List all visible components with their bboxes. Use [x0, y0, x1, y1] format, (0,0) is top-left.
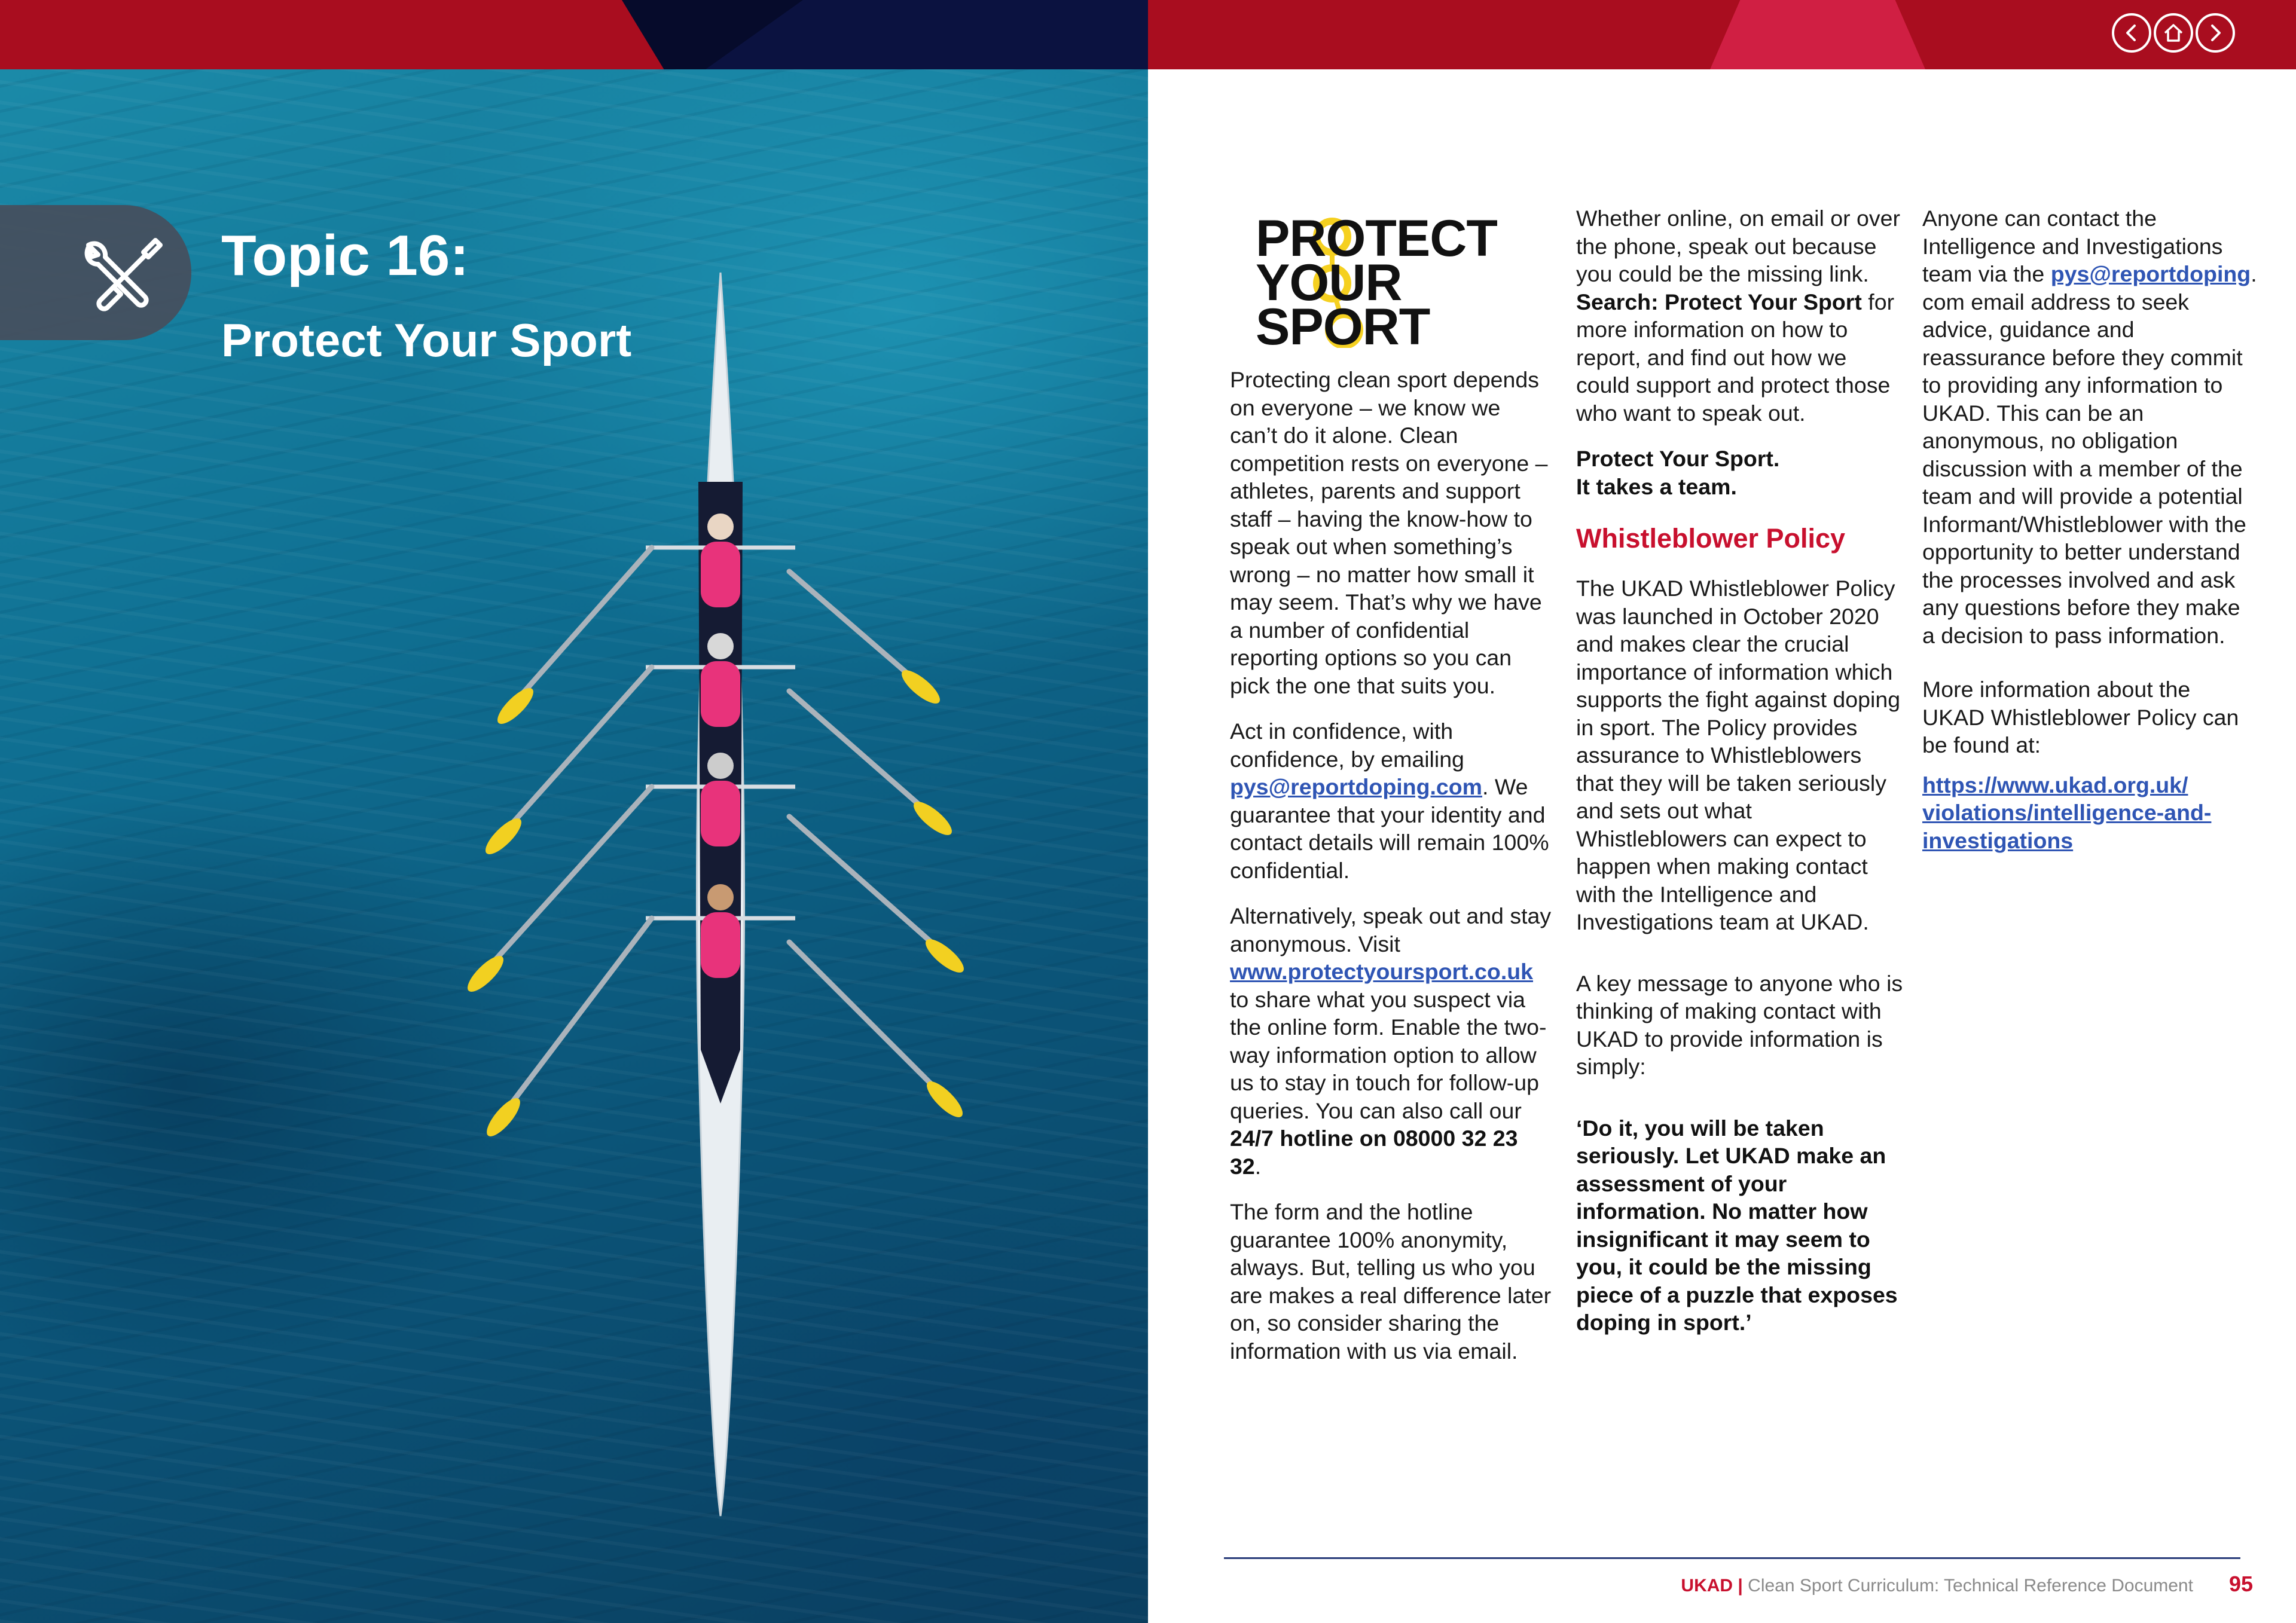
website-text-a: Alternatively, speak out and stay anonymous. Visit	[1230, 903, 1552, 956]
page-number: 95	[2228, 1572, 2253, 1596]
website-link[interactable]: www.protectyoursport.co.uk	[1230, 959, 1534, 984]
tools-icon	[72, 227, 173, 317]
footer-org: UKAD	[1681, 1576, 1733, 1596]
speak-out-text-b: for more information on how to report, and find out how we could support and protect those who want to speak out.	[1576, 289, 1895, 426]
email-text-a: Act in confidence, with confidence, by emailing	[1230, 719, 1464, 772]
next-page-button[interactable]	[2196, 13, 2235, 53]
contact-text-b: . com email address to seek advice, guidance and reassurance before they commit to providing any information to UKAD. This can be an anonymous, no obligation discussion with a member of the team and will provide a potential Informant/Whistleblower with the opportunity to better understand the processes involved and ask any questions before they make a decision to pass information.	[1922, 261, 2257, 648]
topic-title: Topic 16:	[221, 224, 469, 288]
hotline-number: 24/7 hotline on 08000 32 23 32	[1230, 1126, 1518, 1179]
column-3	[1922, 204, 2257, 872]
whistleblower-heading: Whistleblower Policy	[1576, 523, 1846, 554]
footer-doc-title: Clean Sport Curriculum: Technical Reference Document	[1748, 1576, 2193, 1596]
contact-text-a: Anyone can contact the Intelligence and Investigations team via the	[1922, 206, 2223, 286]
home-button[interactable]	[2154, 13, 2193, 53]
key-message-quote: ‘Do it, you will be taken seriously. Let UKAD make an assessment of your information. No matter how insignificant it may seem to you, it could be the missing piece of a puzzle that exposes doping in sport.’	[1576, 1115, 1898, 1335]
tagline-line-1: Protect Your Sport.	[1576, 446, 1780, 471]
home-icon	[2161, 21, 2185, 45]
logo-line-2: YOUR	[1256, 254, 1402, 311]
contact-email-link[interactable]: pys@reportdoping	[2050, 261, 2251, 286]
email-text-b: . We guarantee that your identity and contact details will remain 100% confidential.	[1230, 774, 1549, 883]
footer-separator: |	[1733, 1576, 1748, 1596]
previous-page-button[interactable]	[2112, 13, 2151, 53]
speak-out-paragraph	[1576, 204, 1905, 427]
policy-link[interactable]: https://www.ukad.org.uk/ violations/intelligence-and- investigations	[1922, 772, 2212, 853]
top-banner	[0, 0, 2296, 69]
contact-paragraph	[1922, 204, 2257, 649]
website-paragraph	[1230, 902, 1553, 1180]
more-info-paragraph: More information about the UKAD Whistleblower Policy can be found at:	[1922, 677, 2239, 757]
rowing-photo	[0, 69, 1148, 1623]
tagline-line-2: It takes a team.	[1576, 473, 1737, 499]
chevron-left-icon	[2120, 21, 2144, 45]
speak-out-text-a: Whether online, on email or over the phone, speak out because you could be the missing link.	[1576, 206, 1900, 286]
email-paragraph	[1230, 717, 1553, 884]
page-navigation	[2112, 13, 2235, 56]
website-text-c: .	[1254, 1153, 1262, 1179]
logo-line-3: SPORT	[1256, 298, 1430, 356]
policy-link-paragraph	[1922, 771, 2257, 855]
page-footer	[1681, 1572, 2253, 1598]
website-text-b: to share what you suspect via the online form. Enable the two-way information option to allow us to stay in touch for follow-up queries. You can also call our	[1230, 986, 1547, 1123]
intro-paragraph: Protecting clean sport depends on everyone – we know we can’t do it alone. Clean competition rests on everyone – athletes, parents and support staff – having the know-how to speak out when something’s wrong – no matter how small it may seem. That’s why we have a number of confidential reporting options so you can pick the one that suits you.	[1230, 367, 1548, 698]
banner-pink-stripe	[1710, 0, 1925, 69]
footer-divider	[1224, 1557, 2240, 1559]
anonymity-paragraph: The form and the hotline guarantee 100% anonymity, always. But, telling us who you are makes a real difference later on, so consider sharing the information with us via email.	[1230, 1199, 1552, 1364]
policy-paragraph: The UKAD Whistleblower Policy was launched in October 2020 and makes clear the crucial importance of information which supports the fight against doping in sport. The Policy provides assurance to Whistleblowers that they will be taken seriously and sets out what Whistleblowers can expect to happen when making contact with the Intelligence and Investigations team at UKAD.	[1576, 576, 1901, 934]
search-term: Search: Protect Your Sport	[1576, 289, 1862, 314]
key-message-paragraph: A key message to anyone who is thinking of making contact with UKAD to provide information is simply:	[1576, 970, 1903, 1079]
column-2	[1576, 204, 1905, 1355]
email-link[interactable]: pys@reportdoping.com	[1230, 774, 1483, 799]
chevron-right-icon	[2203, 21, 2227, 45]
column-1	[1230, 366, 1553, 1383]
tagline	[1576, 445, 1905, 500]
protect-your-sport-logo	[1256, 210, 1497, 356]
logo-line-1: PROTECT	[1256, 210, 1497, 267]
topic-subtitle: Protect Your Sport	[221, 314, 632, 366]
